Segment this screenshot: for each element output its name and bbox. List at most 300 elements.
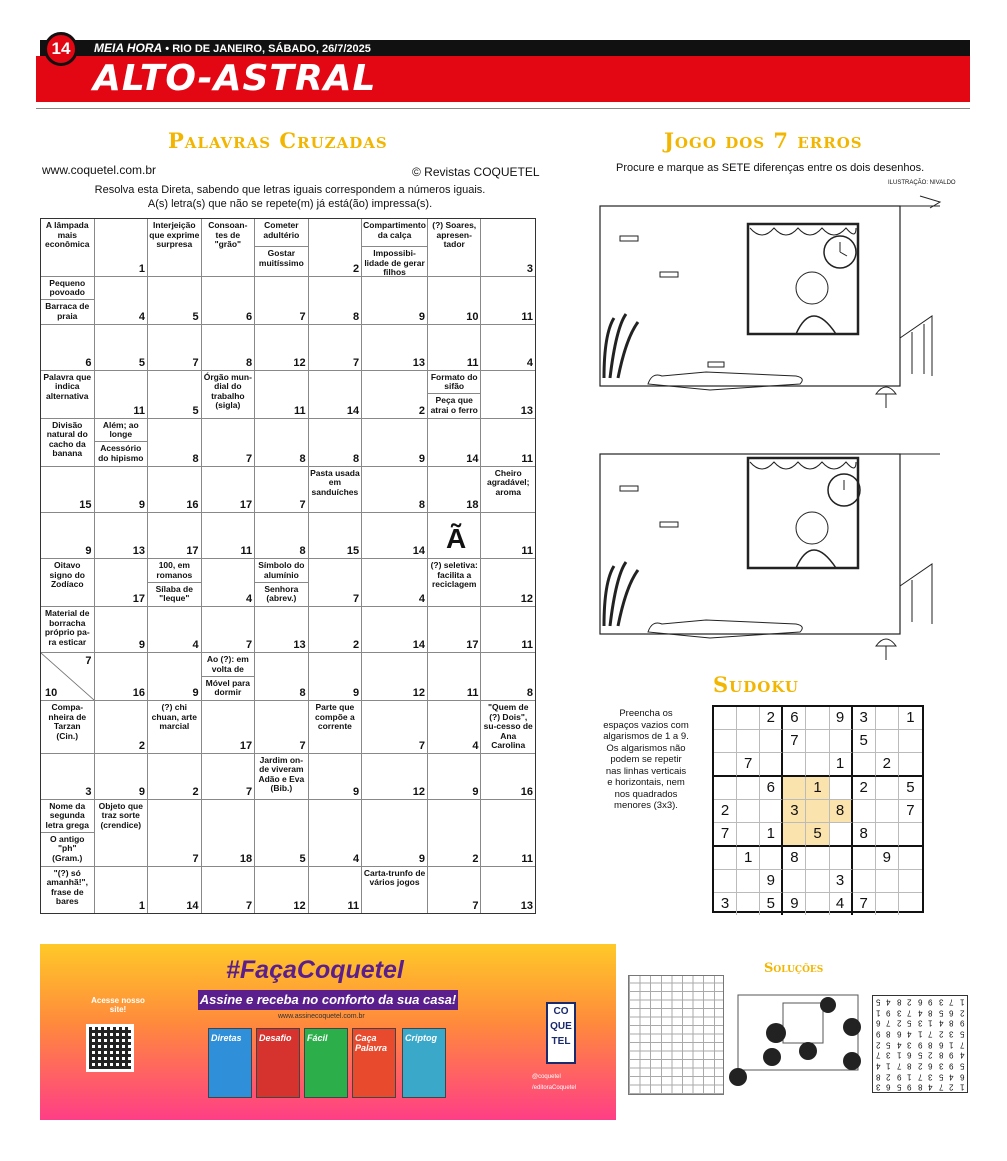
- double-clue-cell: [255, 219, 309, 277]
- answer-cell[interactable]: [148, 754, 202, 800]
- drawing-bottom[interactable]: [600, 436, 960, 666]
- sudoku-cell[interactable]: [876, 730, 899, 753]
- sudoku-cell: 2: [853, 777, 876, 800]
- cell-number: 4: [418, 593, 425, 605]
- solution-digit: 9: [949, 1061, 954, 1071]
- answer-cell[interactable]: [481, 513, 535, 559]
- answer-cell[interactable]: [481, 419, 535, 467]
- cell-number: 4: [526, 356, 533, 369]
- solution-digit: 8: [928, 1008, 933, 1018]
- cell-number: 14: [186, 900, 199, 912]
- sudoku-cell[interactable]: [853, 753, 876, 777]
- cell-number: 11: [347, 900, 360, 912]
- answer-cell[interactable]: [255, 607, 309, 653]
- cell-number: 11: [521, 545, 533, 557]
- sudoku-cell[interactable]: [806, 730, 829, 753]
- sudoku-cell[interactable]: [830, 777, 853, 800]
- cell-number: 11: [240, 545, 253, 557]
- answer-cell[interactable]: [362, 277, 428, 325]
- clue-text: Cometer adultério: [255, 219, 308, 247]
- cell-number: 17: [466, 639, 479, 652]
- answer-cell[interactable]: [255, 867, 309, 913]
- subscription-ad[interactable]: [40, 944, 616, 1120]
- clue-cell: [41, 371, 95, 419]
- answer-cell[interactable]: [148, 607, 202, 653]
- sudoku-cell: 3: [853, 707, 876, 730]
- double-clue-cell: [362, 219, 428, 277]
- answer-cell[interactable]: [362, 467, 428, 513]
- ad-tagline: Assine e receba no conforto da sua casa!: [198, 990, 458, 1010]
- answer-cell[interactable]: [309, 754, 363, 800]
- answer-cell[interactable]: [362, 559, 428, 607]
- drawing-top[interactable]: [600, 188, 960, 418]
- sudoku-cell[interactable]: [737, 823, 760, 847]
- answer-cell[interactable]: [148, 371, 202, 419]
- sudoku-cell[interactable]: [806, 707, 829, 730]
- answer-cell[interactable]: [95, 371, 149, 419]
- sudoku-cell[interactable]: [783, 823, 806, 847]
- solution-digit: 6: [907, 1051, 912, 1060]
- answer-cell[interactable]: [255, 653, 309, 701]
- solution-digit: 4: [907, 1029, 912, 1039]
- cell-number: 8: [299, 687, 306, 700]
- cell-number: 3: [85, 785, 92, 798]
- cell-number: 8: [353, 310, 360, 323]
- solution-digit: 7: [896, 1061, 902, 1071]
- solution-digit: 3: [917, 1019, 923, 1028]
- clue-text: Oitavo signo do Zodíaco: [49, 560, 85, 589]
- clue-cell: [481, 467, 535, 513]
- answer-cell[interactable]: [202, 419, 256, 467]
- answer-cell[interactable]: [428, 607, 482, 653]
- sudoku-cell: 2: [876, 753, 899, 777]
- answer-cell[interactable]: [202, 325, 256, 371]
- answer-cell[interactable]: [255, 701, 309, 754]
- solution-digit: 3: [938, 1061, 944, 1071]
- qr-code[interactable]: [86, 1024, 134, 1072]
- answer-cell[interactable]: [41, 513, 95, 559]
- cell-number: 7: [353, 356, 360, 369]
- answer-cell[interactable]: [255, 419, 309, 467]
- sudoku-cell[interactable]: [783, 777, 806, 800]
- clue-cell: [41, 867, 95, 913]
- printed-letter-cell[interactable]: [428, 513, 482, 559]
- answer-cell[interactable]: [428, 467, 482, 513]
- clue-text: Compa-nheira de Tarzan (Cin.): [48, 702, 87, 741]
- header-divider: [36, 108, 970, 109]
- answer-cell[interactable]: [202, 513, 256, 559]
- answer-cell[interactable]: [41, 754, 95, 800]
- answer-cell[interactable]: [309, 371, 363, 419]
- cell-number: 4: [472, 739, 479, 752]
- answer-cell[interactable]: [255, 371, 309, 419]
- answer-cell[interactable]: [481, 559, 535, 607]
- top-bar: [40, 40, 970, 56]
- clue-text: Pasta usada em sanduíches: [310, 467, 360, 497]
- sudoku-cell[interactable]: [853, 870, 876, 893]
- cell-number: 8: [299, 452, 306, 465]
- answer-cell[interactable]: [309, 559, 363, 607]
- crossword-title: Palavras Cruzadas: [168, 128, 388, 153]
- answer-cell[interactable]: [148, 800, 202, 867]
- sudoku-cell[interactable]: [737, 800, 760, 823]
- instructions-line-2: A(s) letra(s) que não se repete(m) já está(ão) impressa(s).: [147, 198, 433, 210]
- sudoku-cell[interactable]: [714, 707, 737, 730]
- clue-text: Pequeno povoado: [41, 277, 94, 301]
- instagram-handle[interactable]: @coquetel: [532, 1074, 561, 1080]
- double-clue-cell: [41, 277, 95, 325]
- facebook-handle[interactable]: /editoraCoquetel: [532, 1085, 577, 1091]
- cell-number: 2: [472, 852, 479, 865]
- cell-number: 17: [132, 593, 146, 605]
- answer-cell[interactable]: [95, 219, 149, 277]
- solution-digit: 6: [928, 1061, 933, 1071]
- sudoku-cell[interactable]: [806, 800, 829, 823]
- answer-cell[interactable]: [95, 653, 149, 701]
- sudoku-cell: 5: [760, 893, 783, 915]
- solution-digit: 4: [876, 1061, 881, 1071]
- solution-digit: 5: [876, 997, 881, 1007]
- answer-cell[interactable]: [362, 371, 428, 419]
- ad-hashtag: #FaçaCoquetel: [226, 956, 404, 984]
- solution-digit: 2: [907, 997, 912, 1007]
- sudoku-cell[interactable]: [760, 847, 783, 870]
- sudoku-cell[interactable]: [714, 777, 737, 800]
- cell-number: 2: [418, 404, 425, 417]
- solutions-title: Soluções: [764, 961, 824, 976]
- sudoku-cell[interactable]: [714, 730, 737, 753]
- cell-number: 8: [299, 545, 306, 557]
- solution-digit: 1: [896, 1051, 902, 1060]
- sudoku-cell[interactable]: [899, 847, 922, 870]
- cell-number: 9: [138, 785, 146, 798]
- answer-cell[interactable]: [148, 277, 202, 325]
- double-clue-cell: [428, 371, 482, 419]
- crossword-solution: [628, 975, 724, 1095]
- answer-cell[interactable]: [95, 277, 149, 325]
- clue-text: (?) chi chuan, arte marcial: [151, 702, 197, 732]
- answer-cell[interactable]: [309, 867, 363, 913]
- solution-digit: 5: [886, 1040, 891, 1050]
- sudoku-cell[interactable]: [737, 893, 760, 915]
- crossword-instructions: [40, 183, 540, 211]
- answer-cell[interactable]: [255, 325, 309, 371]
- answer-cell[interactable]: [362, 607, 428, 653]
- cell-number: 4: [245, 593, 253, 605]
- answer-cell[interactable]: [95, 701, 149, 754]
- answer-cell[interactable]: [428, 701, 482, 754]
- solution-digit: 1: [917, 1029, 923, 1039]
- answer-cell[interactable]: [309, 325, 363, 371]
- sudoku-cell[interactable]: [876, 823, 899, 847]
- answer-cell[interactable]: [428, 867, 482, 913]
- answer-cell[interactable]: [148, 419, 202, 467]
- double-clue-cell: [255, 559, 309, 607]
- answer-cell[interactable]: [362, 653, 428, 701]
- sudoku-cell: 7: [714, 823, 737, 847]
- sudoku-cell[interactable]: [830, 823, 853, 847]
- clue-text: Senhora (abrev.): [264, 583, 299, 603]
- answer-cell[interactable]: [481, 219, 535, 277]
- answer-cell[interactable]: [148, 467, 202, 513]
- sudoku-cell: 5: [806, 823, 829, 847]
- answer-cell[interactable]: [428, 754, 482, 800]
- cell-number: 7: [192, 356, 199, 369]
- answer-cell[interactable]: [202, 277, 256, 325]
- solution-digit: 6: [917, 997, 923, 1007]
- answer-cell[interactable]: [95, 513, 149, 559]
- sudoku-cell[interactable]: [760, 753, 783, 777]
- solution-digit: 9: [907, 1083, 912, 1092]
- answer-cell[interactable]: [202, 701, 256, 754]
- answer-cell[interactable]: [148, 653, 202, 701]
- coquetel-logo: CO QUE TEL: [546, 1002, 576, 1064]
- answer-cell[interactable]: [481, 371, 535, 419]
- cell-number: 15: [346, 545, 360, 557]
- answer-cell[interactable]: [428, 653, 482, 701]
- sudoku-cell[interactable]: [876, 707, 899, 730]
- answer-cell[interactable]: [95, 559, 149, 607]
- sudoku-cell: 4: [830, 893, 853, 915]
- clue-cell: [202, 219, 256, 277]
- sudoku-cell[interactable]: [876, 800, 899, 823]
- sudoku-cell[interactable]: [830, 730, 853, 753]
- solution-digit: 9: [917, 1040, 923, 1050]
- cell-number: 1: [138, 262, 146, 275]
- crossword-grid: [40, 218, 536, 914]
- sudoku-cell[interactable]: [899, 730, 922, 753]
- sudoku-cell[interactable]: [806, 893, 829, 915]
- answer-cell[interactable]: [362, 325, 428, 371]
- answer-cell[interactable]: [95, 325, 149, 371]
- magazine-cover: Criptog: [402, 1028, 446, 1098]
- answer-cell[interactable]: [202, 754, 256, 800]
- solution-digit: 7: [949, 997, 954, 1007]
- sudoku-cell[interactable]: [737, 707, 760, 730]
- answer-cell[interactable]: [362, 800, 428, 867]
- magazine-cover: Diretas: [208, 1028, 252, 1098]
- answer-cell[interactable]: [148, 867, 202, 913]
- cell-number: 18: [239, 852, 253, 865]
- solution-digit: 2: [949, 1083, 954, 1092]
- answer-cell[interactable]: [255, 467, 309, 513]
- solution-digit: 6: [938, 1040, 944, 1050]
- cell-number: 12: [412, 687, 425, 700]
- cell-number: 7: [299, 739, 306, 752]
- cell-number: 14: [412, 545, 425, 557]
- solution-digit: 2: [928, 1051, 933, 1060]
- answer-cell[interactable]: [481, 867, 535, 913]
- solution-digit: 8: [907, 1061, 912, 1071]
- solution-digit: 2: [876, 1040, 881, 1050]
- solution-digit: 3: [907, 1040, 912, 1050]
- sudoku-cell: 9: [830, 707, 853, 730]
- crossword-site: www.coquetel.com.br: [42, 163, 157, 177]
- sudoku-cell[interactable]: [853, 847, 876, 870]
- sudoku-cell[interactable]: [899, 870, 922, 893]
- answer-cell[interactable]: [202, 867, 256, 913]
- cell-number: 9: [192, 687, 199, 700]
- cell-number: 12: [520, 593, 533, 605]
- sudoku-cell[interactable]: [737, 730, 760, 753]
- answer-cell[interactable]: [309, 607, 363, 653]
- cell-number: 4: [138, 310, 146, 323]
- answer-cell[interactable]: [428, 800, 482, 867]
- sudoku-cell[interactable]: [806, 753, 829, 777]
- solution-digit: 9: [959, 1019, 964, 1028]
- sudoku-cell[interactable]: [806, 847, 829, 870]
- cell-number: 11: [133, 404, 146, 417]
- ad-acesse-label: Acesse nosso site!: [91, 996, 145, 1014]
- sudoku-cell[interactable]: [806, 870, 829, 893]
- answer-cell[interactable]: [202, 607, 256, 653]
- clue-text: Objeto que traz sorte (crendice): [98, 800, 143, 830]
- answer-cell[interactable]: [95, 467, 149, 513]
- sudoku-cell[interactable]: [714, 870, 737, 893]
- sudoku-cell: 7: [899, 800, 922, 823]
- sudoku-cell[interactable]: [899, 823, 922, 847]
- solution-digit: 1: [959, 997, 964, 1007]
- solution-digit: 1: [959, 1083, 964, 1092]
- clue-cell: [362, 867, 428, 913]
- answer-cell[interactable]: [95, 754, 149, 800]
- page-number: 14: [44, 32, 78, 66]
- answer-cell[interactable]: [41, 325, 95, 371]
- solution-digit: 1: [876, 1008, 881, 1018]
- sudoku-cell[interactable]: [899, 753, 922, 777]
- cell-number: 7: [245, 900, 253, 912]
- clue-text: Gostar muitíssimo: [258, 248, 304, 268]
- cell-number: 8: [245, 356, 253, 369]
- sudoku-cell: 9: [783, 893, 806, 915]
- clue-text: Cheiro agradável; aroma: [486, 467, 530, 497]
- answer-cell[interactable]: [428, 325, 482, 371]
- sudoku-cell[interactable]: [899, 893, 922, 915]
- clue-text: Jardim on-de viveram Adão e Eva (Bib.): [258, 754, 305, 794]
- clue-text: Palavra que indica alternativa: [43, 371, 92, 401]
- ad-url[interactable]: www.assinecoquetel.com.br: [278, 1013, 365, 1020]
- cell-number: 9: [353, 687, 360, 700]
- sudoku-cell: 9: [876, 847, 899, 870]
- sudoku-cell[interactable]: [783, 753, 806, 777]
- answer-cell[interactable]: [309, 513, 363, 559]
- answer-cell[interactable]: [428, 277, 482, 325]
- answer-cell[interactable]: [202, 467, 256, 513]
- sudoku-cell: 1: [806, 777, 829, 800]
- sudoku-cell: 8: [853, 823, 876, 847]
- clue-text: O antigo "ph" (Gram.): [50, 833, 85, 863]
- answer-cell[interactable]: [481, 653, 535, 701]
- clue-text: Material de borracha próprio pa-ra esticar: [44, 608, 90, 647]
- cell-number: 7: [418, 739, 425, 752]
- solution-digit: 7: [959, 1040, 964, 1050]
- sudoku-cell[interactable]: [737, 777, 760, 800]
- answer-cell[interactable]: [41, 467, 95, 513]
- cell-number: 13: [293, 639, 306, 652]
- answer-cell[interactable]: [202, 800, 256, 867]
- clue-cell: [481, 701, 535, 754]
- answer-cell[interactable]: [309, 419, 363, 467]
- sudoku-cell[interactable]: [830, 847, 853, 870]
- cell-number: 8: [418, 498, 425, 511]
- cell-number: 17: [239, 739, 253, 752]
- sudoku-cell[interactable]: [876, 870, 899, 893]
- answer-cell[interactable]: [255, 800, 309, 867]
- solution-digit: 2: [938, 1029, 944, 1039]
- sudoku-cell[interactable]: [714, 847, 737, 870]
- cell-number: 12: [412, 785, 425, 798]
- answer-cell[interactable]: [362, 701, 428, 754]
- solution-digit: 6: [896, 1029, 902, 1039]
- sudoku-cell[interactable]: [760, 730, 783, 753]
- answer-cell[interactable]: [481, 325, 535, 371]
- cell-number: 11: [466, 687, 479, 700]
- answer-cell[interactable]: [362, 513, 428, 559]
- answer-cell[interactable]: [481, 277, 535, 325]
- sudoku-cell[interactable]: [783, 870, 806, 893]
- clue-cell: [41, 559, 95, 607]
- cell-number: 8: [526, 687, 533, 700]
- clue-text: Móvel para dormir: [205, 677, 251, 698]
- sudoku-cell[interactable]: [853, 800, 876, 823]
- cell-number: 7: [472, 900, 479, 912]
- cell-number: 9: [138, 639, 146, 652]
- solution-digit: 9: [949, 1051, 954, 1060]
- answer-cell[interactable]: [481, 607, 535, 653]
- answer-cell[interactable]: [95, 607, 149, 653]
- solution-digit: 7: [917, 1072, 923, 1082]
- answer-cell[interactable]: [309, 277, 363, 325]
- answer-cell[interactable]: [481, 754, 535, 800]
- answer-cell[interactable]: [428, 419, 482, 467]
- section-title: ALTO-ASTRAL: [93, 58, 377, 99]
- answer-cell[interactable]: [148, 513, 202, 559]
- solution-digit: 8: [938, 1051, 944, 1060]
- sudoku-cell[interactable]: [876, 777, 899, 800]
- answer-cell[interactable]: [362, 754, 428, 800]
- clue-cell: [41, 219, 95, 277]
- answer-cell[interactable]: [309, 219, 363, 277]
- solution-digit: 1: [928, 1019, 933, 1028]
- answer-cell[interactable]: [481, 800, 535, 867]
- answer-cell[interactable]: [95, 867, 149, 913]
- sudoku-cell[interactable]: [876, 893, 899, 915]
- sudoku-cell[interactable]: [760, 800, 783, 823]
- answer-cell[interactable]: [362, 419, 428, 467]
- answer-cell[interactable]: [309, 653, 363, 701]
- answer-cell[interactable]: [255, 277, 309, 325]
- sudoku-cell[interactable]: [737, 870, 760, 893]
- answer-cell[interactable]: [309, 800, 363, 867]
- clue-cell: [148, 701, 202, 754]
- clue-cell: [41, 607, 95, 653]
- cell-number: 8: [192, 452, 199, 465]
- answer-cell[interactable]: [202, 559, 256, 607]
- clue-text: Além; ao longe: [95, 419, 148, 443]
- cell-number: 4: [353, 852, 360, 865]
- solution-digit: 4: [959, 1051, 964, 1060]
- solution-digit: 5: [938, 1072, 944, 1082]
- answer-cell[interactable]: [255, 513, 309, 559]
- answer-cell[interactable]: [148, 325, 202, 371]
- printed-letter: Ã: [445, 522, 467, 554]
- sudoku-cell: 1: [737, 847, 760, 870]
- cell-number: 16: [186, 498, 199, 511]
- solution-digit: 8: [876, 1072, 881, 1082]
- solution-digit: 8: [896, 997, 902, 1007]
- clue-text: (?) seletiva: facilita a reciclagem: [430, 560, 478, 589]
- sudoku-cell[interactable]: [714, 753, 737, 777]
